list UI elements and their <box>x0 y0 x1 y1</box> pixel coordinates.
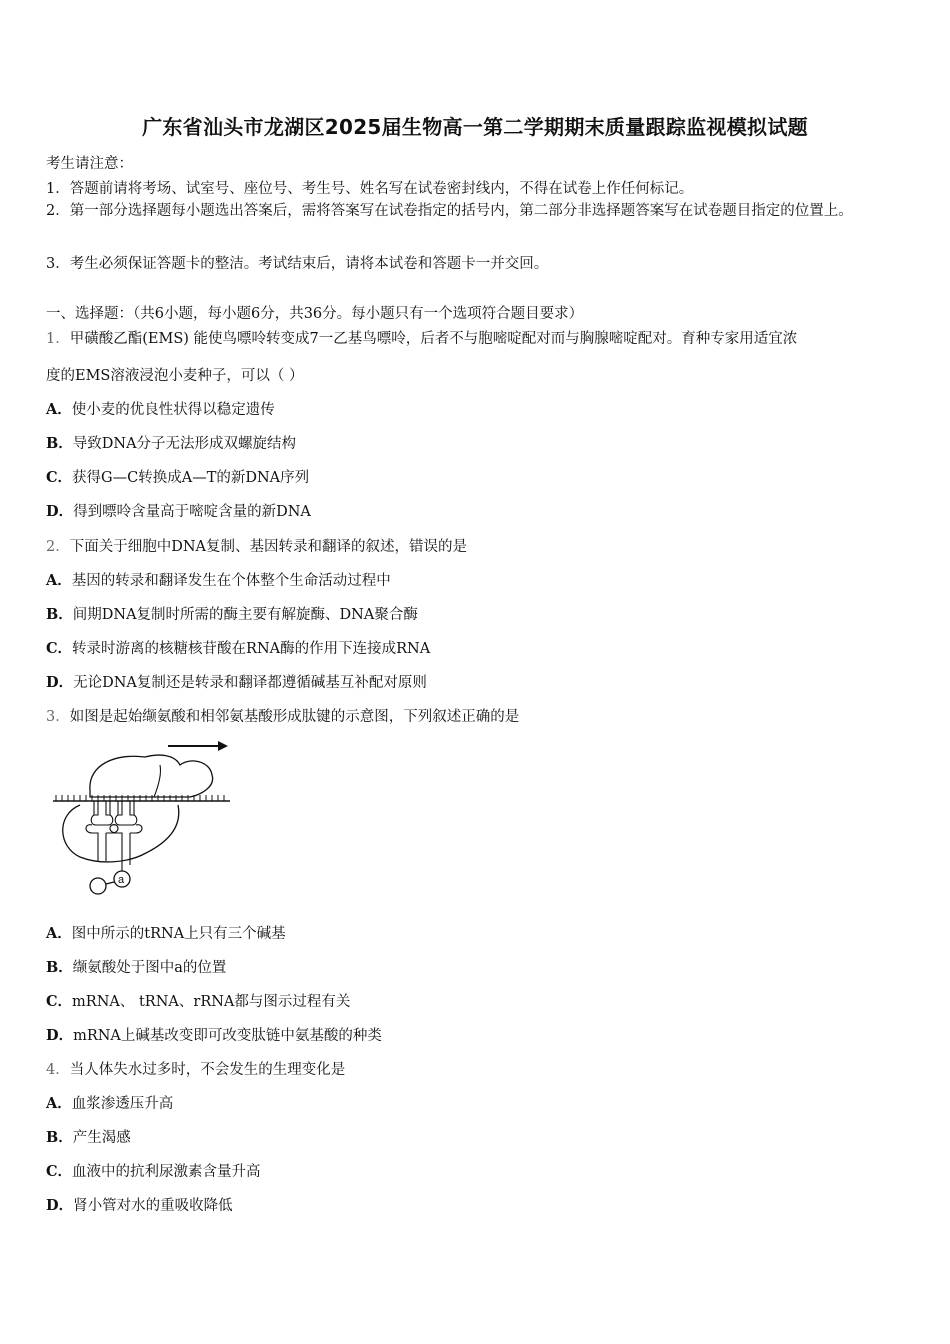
option-text: 产生渴感 <box>72 1130 131 1146</box>
option-letter: D． <box>46 1027 74 1044</box>
question-text: 如图是起始缬氨酸和相邻氨基酸形成肽键的示意图，下列叙述正确的是 <box>69 709 520 725</box>
q4-option-b <box>46 1126 131 1147</box>
section-heading: 一、选择题：（共6小题，每小题6分，共36分。每小题只有一个选项符合题目要求） <box>46 306 584 322</box>
q1-option-a <box>46 398 275 419</box>
option-letter: B． <box>46 1129 73 1146</box>
option-letter: A． <box>46 1095 72 1112</box>
option-text: 间期DNA复制时所需的酶主要有解旋酶、DNA聚合酶 <box>72 607 418 623</box>
option-text: mRNA、 tRNA、rRNA都与图示过程有关 <box>72 994 351 1010</box>
option-text: 获得G—C转换成A—T的新DNA序列 <box>72 470 310 486</box>
option-letter: A． <box>46 925 72 942</box>
q1-option-d <box>46 500 311 521</box>
notice-heading: 考生请注意： <box>46 156 133 172</box>
option-letter: D． <box>46 674 74 691</box>
option-text: mRNA上碱基改变即可改变肽链中氨基酸的种类 <box>73 1028 382 1044</box>
option-letter: C． <box>46 640 73 657</box>
page-title: 广东省汕头市龙湖区2025届生物高一第二学期期末质量跟踪监视模拟试题 <box>142 115 808 139</box>
question-1-stem-cont: 度的EMS溶液浸泡小麦种子，可以（ ） <box>46 368 304 384</box>
question-4-stem <box>46 1058 345 1079</box>
option-text: 血浆渗透压升高 <box>71 1096 174 1112</box>
option-text: 肾小管对水的重吸收降低 <box>73 1198 233 1214</box>
q1-option-b <box>46 432 296 453</box>
ribosome-translation-diagram <box>50 735 235 900</box>
option-letter: D． <box>46 1197 74 1214</box>
option-letter: C． <box>46 1163 73 1180</box>
q4-option-a <box>46 1092 173 1113</box>
option-text: 转录时游离的核糖核苷酸在RNA酶的作用下连接成RNA <box>72 641 431 657</box>
q2-option-d <box>46 671 427 692</box>
option-letter: C． <box>46 993 73 1010</box>
question-2-stem <box>46 535 467 556</box>
question-text: 甲磺酸乙酯(EMS) 能使鸟嘌呤转变成7一乙基鸟嘌呤，后者不与胞嘧啶配对而与胸腺嘧啶配对。育种专家用适宜浓 <box>69 331 798 347</box>
question-text: 当人体失水过多时，不会发生的生理变化是 <box>69 1062 346 1078</box>
question-3-stem <box>46 705 519 726</box>
q3-option-c <box>46 990 350 1011</box>
q3-option-d <box>46 1024 382 1045</box>
notice-item-2: 2．第一部分选择题每小题选出答案后，需将答案写在试卷指定的括号内，第二部分非选择题答案写在试卷题目指定的位置上。 <box>46 203 853 219</box>
option-text: 使小麦的优良性状得以稳定遗传 <box>71 402 275 418</box>
option-text: 无论DNA复制还是转录和翻译都遵循碱基互补配对原则 <box>73 675 427 691</box>
q3-option-a <box>46 922 286 943</box>
notice-item-3: 3．考生必须保证答题卡的整洁。考试结束后，请将本试卷和答题卡一并交回。 <box>46 256 549 272</box>
q2-option-c <box>46 637 430 658</box>
question-number: 3． <box>46 709 70 725</box>
option-text: 缬氨酸处于图中a的位置 <box>72 960 227 976</box>
q2-option-a <box>46 569 391 590</box>
option-letter: C． <box>46 469 73 486</box>
option-text: 血液中的抗利尿激素含量升高 <box>72 1164 261 1180</box>
option-letter: D． <box>46 503 74 520</box>
q1-option-c <box>46 466 309 487</box>
figure-label-a: a <box>118 874 125 886</box>
option-letter: B． <box>46 606 73 623</box>
question-number: 2． <box>46 539 70 555</box>
notice-item-1: 1．答题前请将考场、试室号、座位号、考生号、姓名写在试卷密封线内，不得在试卷上作任何标记。 <box>46 181 694 197</box>
option-text: 导致DNA分子无法形成双螺旋结构 <box>72 436 297 452</box>
q2-option-b <box>46 603 418 624</box>
option-letter: B． <box>46 435 73 452</box>
question-number: 1． <box>46 331 70 347</box>
option-letter: A． <box>46 572 72 589</box>
option-text: 得到嘌呤含量高于嘧啶含量的新DNA <box>73 504 311 520</box>
q4-option-d <box>46 1194 233 1215</box>
option-letter: A． <box>46 401 72 418</box>
question-1-stem <box>46 327 797 348</box>
question-number: 4． <box>46 1062 70 1078</box>
option-letter: B． <box>46 959 73 976</box>
question-text: 下面关于细胞中DNA复制、基因转录和翻译的叙述，错误的是 <box>69 539 468 555</box>
q3-option-b <box>46 956 226 977</box>
option-text: 基因的转录和翻译发生在个体整个生命活动过程中 <box>71 573 391 589</box>
q4-option-c <box>46 1160 261 1181</box>
option-text: 图中所示的tRNA上只有三个碱基 <box>71 926 286 942</box>
